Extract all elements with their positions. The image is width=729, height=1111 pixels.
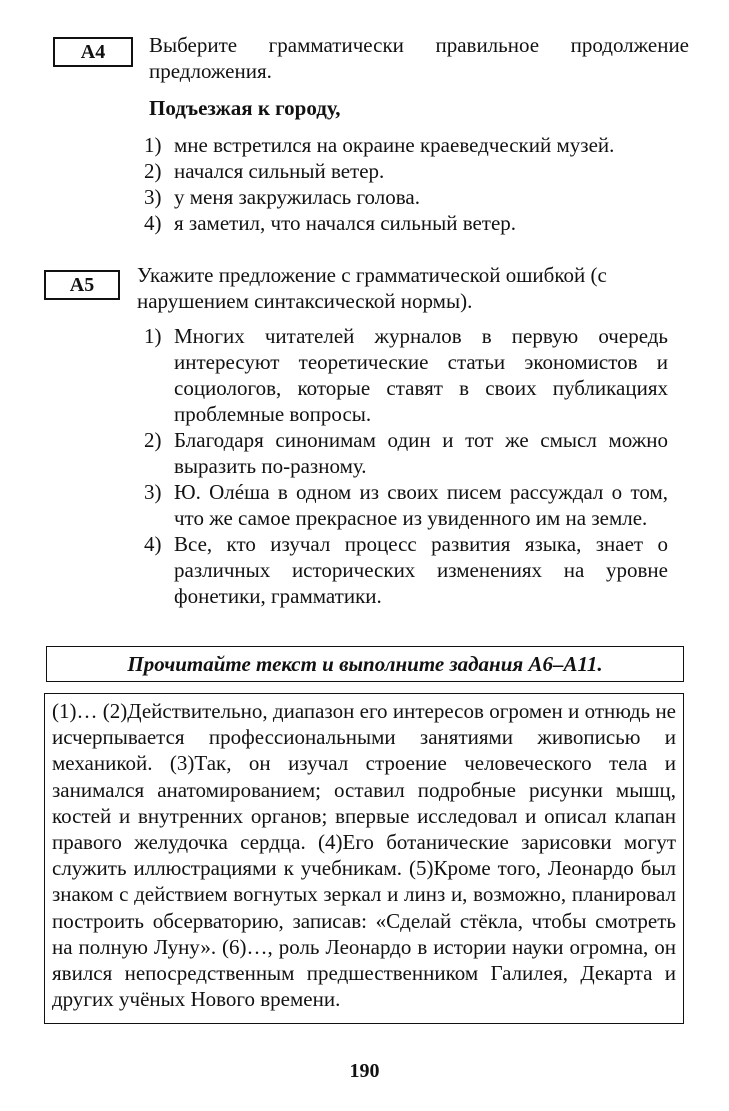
option-a4-4 [144,210,689,236]
task-a4-options [144,132,689,236]
option-number: 1) [144,324,162,348]
option-number: 4) [144,532,162,556]
option-text: я заметил, что начался сильный ветер. [174,211,517,235]
option-number: 2) [144,428,162,452]
option-text: Все, кто изучал процесс развития языка, знает о различных исторических изменениях на уровне фонетики, грамматики. [174,532,668,608]
task-a4-lead: Подъезжая к городу, [149,96,341,120]
option-text: Ю. Олéша в одном из своих писем рассуждал о том, что же самое прекрасное из увиденного им на земле. [174,480,668,530]
option-text: у меня закружилась голова. [174,185,420,209]
task-label-a4: A4 [53,37,133,67]
option-number: 3) [144,185,162,209]
task-a5-prompt: Укажите предложение с грамматической ошибкой (с нарушением синтаксической нормы). [137,263,607,313]
option-text: начался сильный ветер. [174,159,385,183]
reading-instruction: Прочитайте текст и выполните задания А6–А11. [46,646,684,682]
option-a4-1 [144,132,689,158]
option-a5-4 [144,531,668,609]
option-a5-1 [144,323,668,427]
option-a5-2 [144,427,668,479]
option-number: 1) [144,133,162,157]
option-a4-3 [144,184,689,210]
option-text: мне встретился на окраине краеведческий музей. [174,133,615,157]
task-a5-options [144,323,668,609]
option-number: 4) [144,211,162,235]
option-number: 2) [144,159,162,183]
task-a4-prompt: Выберите грамматически правильное продолжение предложения. [149,33,689,83]
option-number: 3) [144,480,162,504]
task-label-a5: A5 [44,270,120,300]
page-number: 190 [349,1060,380,1082]
option-text: Многих читателей журналов в первую очередь интересуют теоретические статьи экономистов и социологов, которые ставят в своих публикациях проблемные вопросы. [174,324,668,426]
option-a5-3 [144,479,668,531]
reading-passage: (1)… (2)Действительно, диапазон его интересов огромен и отнюдь не исчерпывается профессиональными занятиями живописью и механикой. (3)Так, он изучал строение человеческого тела и занимался анатомированием; оставил подробные рисунки мышц, костей и внутренних органов; впервые исследовал и описал клапан правого желудочка сердца. (4)Его ботанические зарисовки могут служить иллюстрациями к учебникам. (5)Кроме того, Леонардо был знаком с действием вогнутых зеркал и линз и, возможно, планировал построить обсерваторию, записав: «Сделай стёкла, чтобы смотреть на полную Луну». (6)…, роль Леонардо в истории науки огромна, он явился непосредственным предшественником Галилея, Декарта и других учёных Нового времени. [44,693,684,1024]
option-a4-2 [144,158,689,184]
option-text: Благодаря синонимам один и тот же смысл можно выразить по-разному. [174,428,668,478]
